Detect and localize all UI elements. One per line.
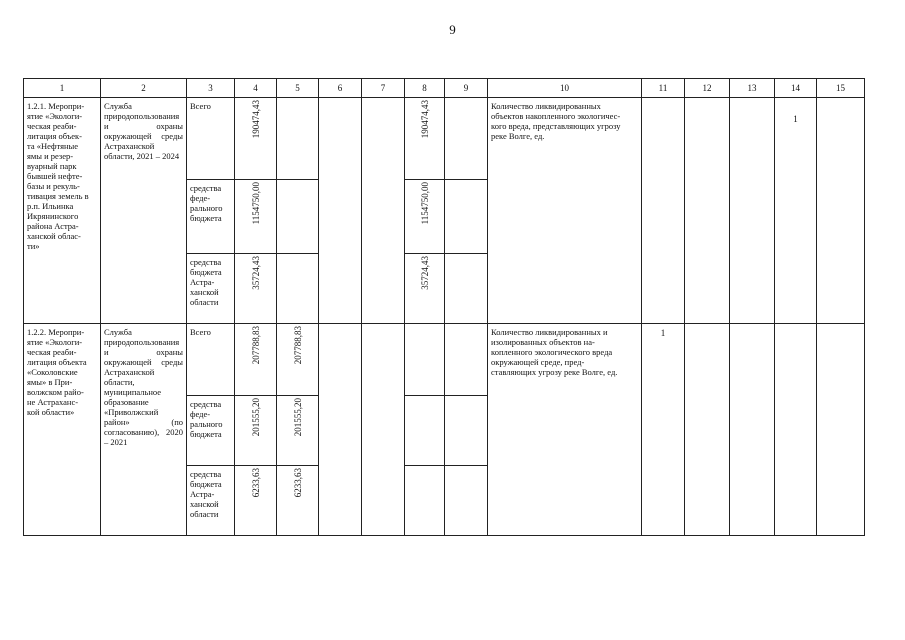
value-cell (235, 98, 277, 180)
value-cell (405, 324, 445, 396)
empty-cell (817, 324, 865, 536)
value-cell (405, 180, 445, 254)
source-cell (187, 254, 235, 324)
value-cell (235, 466, 277, 536)
value-col4: 190474,43 (250, 100, 261, 139)
column-header: 3 (187, 79, 235, 98)
source-cell (187, 396, 235, 466)
value-col8: 35724,43 (419, 256, 430, 290)
column-header: 11 (642, 79, 685, 98)
value-cell (235, 396, 277, 466)
funding-source: Всего (190, 101, 211, 111)
column-header: 2 (101, 79, 187, 98)
funding-source: Всего (190, 327, 211, 337)
value-cell (277, 98, 319, 180)
column-header: 7 (362, 79, 405, 98)
executor: Служба природопользования и охраны окружающей среды Астраханской области, муниципальное образование «Приволжский район» (по согласованию), 2020 – 2021 (104, 327, 183, 447)
empty-cell (445, 396, 488, 466)
source-cell (187, 466, 235, 536)
empty-cell (445, 466, 488, 536)
funding-source: средства феде- рального бюджета (190, 399, 223, 439)
value-col5: 6233,63 (292, 468, 303, 498)
indicator-value: 1 (660, 328, 666, 338)
executor: Служба природопользования и охраны окружающей среды Астраханской области, 2021 – 2024 (104, 101, 183, 161)
empty-cell (319, 324, 362, 536)
executor-cell (101, 324, 187, 536)
value-cell (405, 396, 445, 466)
value-cell (277, 396, 319, 466)
measure-name-cell (24, 324, 101, 536)
indicator-cell (488, 98, 642, 324)
value-cell (405, 98, 445, 180)
value-col4: 35724,43 (250, 256, 261, 290)
empty-cell (775, 324, 817, 536)
funding-source: средства бюджета Астра- ханской области (190, 257, 222, 307)
value-cell (235, 180, 277, 254)
value-cell (277, 324, 319, 396)
indicator: Количество ликвидированных объектов накопленного экологичес- кого вреда, представляющих угрозу реке Волге, ед. (491, 101, 621, 141)
value-cell (235, 254, 277, 324)
header-row (24, 79, 865, 98)
value-cell (405, 466, 445, 536)
column-header: 5 (277, 79, 319, 98)
value-cell (277, 254, 319, 324)
value-cell (405, 254, 445, 324)
value-col8: 1154750,00 (419, 182, 430, 225)
empty-cell (445, 254, 488, 324)
column-header: 12 (685, 79, 730, 98)
value-col4: 207788,83 (250, 326, 261, 365)
empty-cell (445, 324, 488, 396)
table-row (24, 324, 865, 396)
executor-cell (101, 98, 187, 324)
indicator: Количество ликвидированных и изолированных объектов на- копленного экологического вреда окружающей среде, пред- ставляющих угрозу реке Волге, ед. (491, 327, 618, 377)
column-header: 10 (488, 79, 642, 98)
source-cell (187, 98, 235, 180)
measure-name-cell (24, 98, 101, 324)
column-header: 4 (235, 79, 277, 98)
source-cell (187, 180, 235, 254)
empty-cell (817, 98, 865, 324)
measure-name: 1.2.2. Меропри- ятие «Экологи- ческая реаби- литация объекта «Соколовские ямы» в При- волжском райо- не Астраханс- кой области» (27, 327, 87, 417)
empty-cell (642, 98, 685, 324)
indicator-cell (488, 324, 642, 536)
funding-source: средства феде- рального бюджета (190, 183, 223, 223)
empty-cell (445, 180, 488, 254)
table-row (24, 98, 865, 180)
empty-cell (685, 324, 730, 536)
column-header: 1 (24, 79, 101, 98)
empty-cell (362, 324, 405, 536)
value-col4: 201555,20 (250, 398, 261, 437)
column-header: 13 (730, 79, 775, 98)
value-cell (277, 180, 319, 254)
column-header: 9 (445, 79, 488, 98)
empty-cell (319, 98, 362, 324)
column-header: 14 (775, 79, 817, 98)
value-cell (277, 466, 319, 536)
value-cell (235, 324, 277, 396)
empty-cell (445, 98, 488, 180)
plan-table (23, 78, 865, 536)
empty-cell (730, 324, 775, 536)
empty-cell (362, 98, 405, 324)
value-col4: 6233,63 (250, 468, 261, 498)
column-header: 15 (817, 79, 865, 98)
value-col5: 201555,20 (292, 398, 303, 437)
indicator-value: 1 (793, 114, 798, 124)
indicator-value-cell (775, 98, 817, 324)
column-header: 8 (405, 79, 445, 98)
empty-cell (685, 98, 730, 324)
empty-cell (730, 98, 775, 324)
column-header: 6 (319, 79, 362, 98)
value-col5: 207788,83 (292, 326, 303, 365)
funding-source: средства бюджета Астра- ханской области (190, 469, 222, 519)
value-col8: 190474,43 (419, 100, 430, 139)
source-cell (187, 324, 235, 396)
page-number: 9 (449, 22, 456, 37)
measure-name: 1.2.1. Меропри- ятие «Экологи- ческая реаби- литация объек- та «Нефтяные ямы и резер- вуарный парк бывшей нефте- базы и рекуль- тивация земель в р.п. Ильинка Икрянинского района Астра- ханской облас- ти» (27, 101, 89, 251)
indicator-value-cell (642, 324, 685, 536)
value-col4: 1154750,00 (250, 182, 261, 225)
